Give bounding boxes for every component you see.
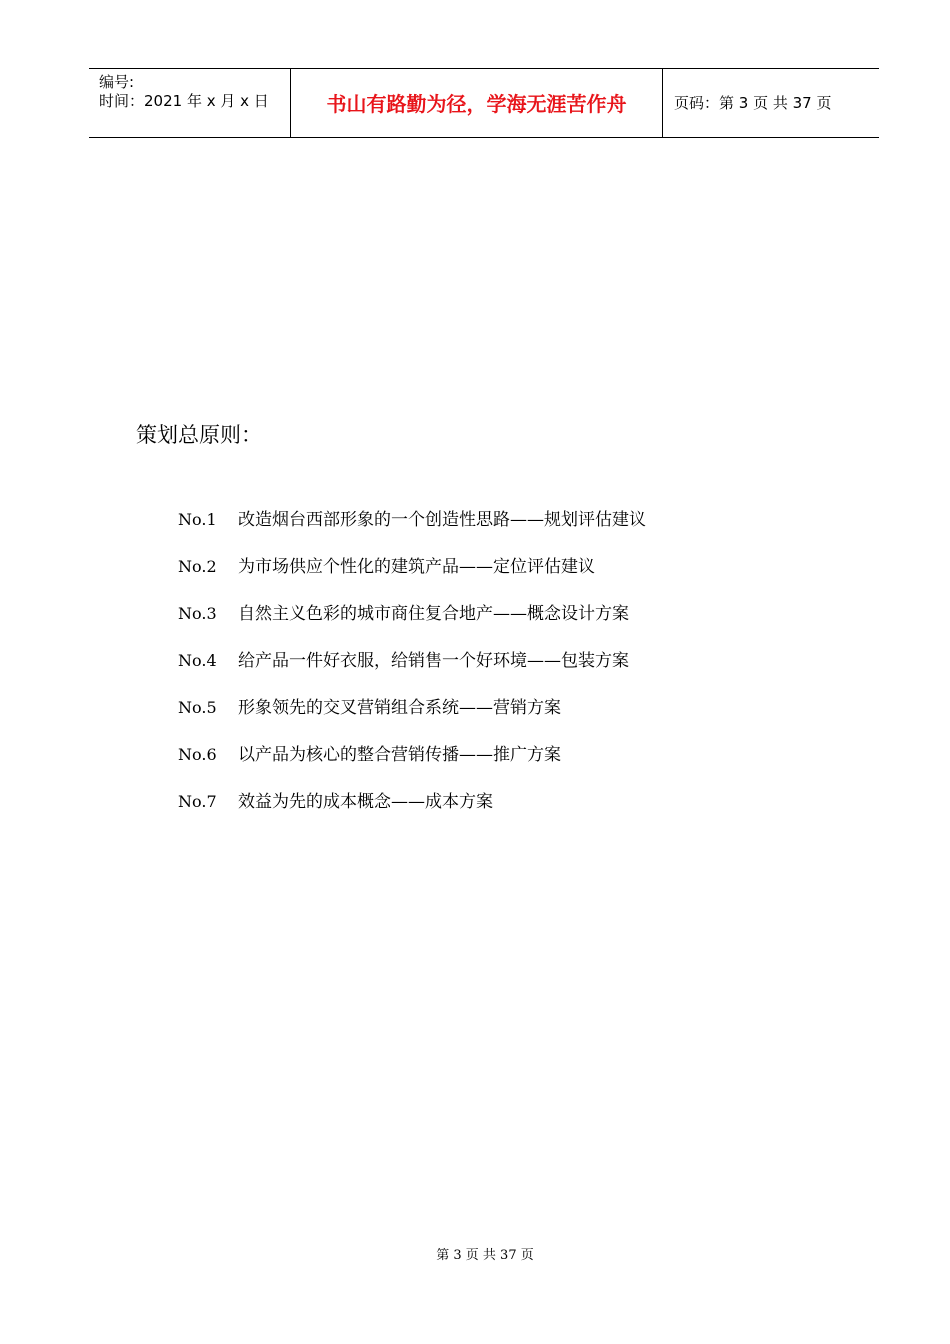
item-number: No.1	[178, 510, 217, 529]
item-number: No.6	[178, 745, 217, 764]
page-header	[89, 68, 879, 138]
item-text: 为市场供应个性化的建筑产品——定位评估建议	[238, 557, 595, 577]
item-text: 改造烟台西部形象的一个创造性思路——规划评估建议	[238, 510, 646, 530]
header-meta-cell	[89, 69, 291, 137]
list-item	[178, 555, 646, 602]
header-motto-cell	[291, 69, 663, 137]
item-text: 以产品为核心的整合营销传播——推广方案	[238, 745, 561, 765]
item-number: No.4	[178, 651, 217, 670]
item-text: 形象领先的交叉营销组合系统——营销方案	[238, 698, 561, 718]
list-item	[178, 649, 646, 696]
time-label: 时间：2021 年 x 月 x 日	[99, 92, 269, 110]
item-text: 自然主义色彩的城市商住复合地产——概念设计方案	[238, 604, 629, 624]
page-footer: 第 3 页 共 37 页	[436, 1248, 534, 1263]
item-number: No.5	[178, 698, 217, 717]
item-number: No.3	[178, 604, 217, 623]
item-number: No.7	[178, 792, 217, 811]
list-item	[178, 743, 646, 790]
list-item	[178, 602, 646, 649]
header-motto: 书山有路勤为径，学海无涯苦作舟	[326, 92, 627, 116]
item-text: 给产品一件好衣服，给销售一个好环境——包装方案	[238, 651, 629, 671]
list-item	[178, 508, 646, 555]
principles-list	[178, 508, 646, 837]
list-item	[178, 790, 646, 837]
item-text: 效益为先的成本概念——成本方案	[238, 792, 493, 812]
code-label: 编号:	[99, 73, 135, 91]
header-page-cell	[664, 69, 879, 137]
header-page-label: 页码：第 3 页 共 37 页	[674, 94, 832, 112]
item-number: No.2	[178, 557, 217, 576]
list-item	[178, 696, 646, 743]
section-title: 策划总原则：	[136, 423, 262, 447]
